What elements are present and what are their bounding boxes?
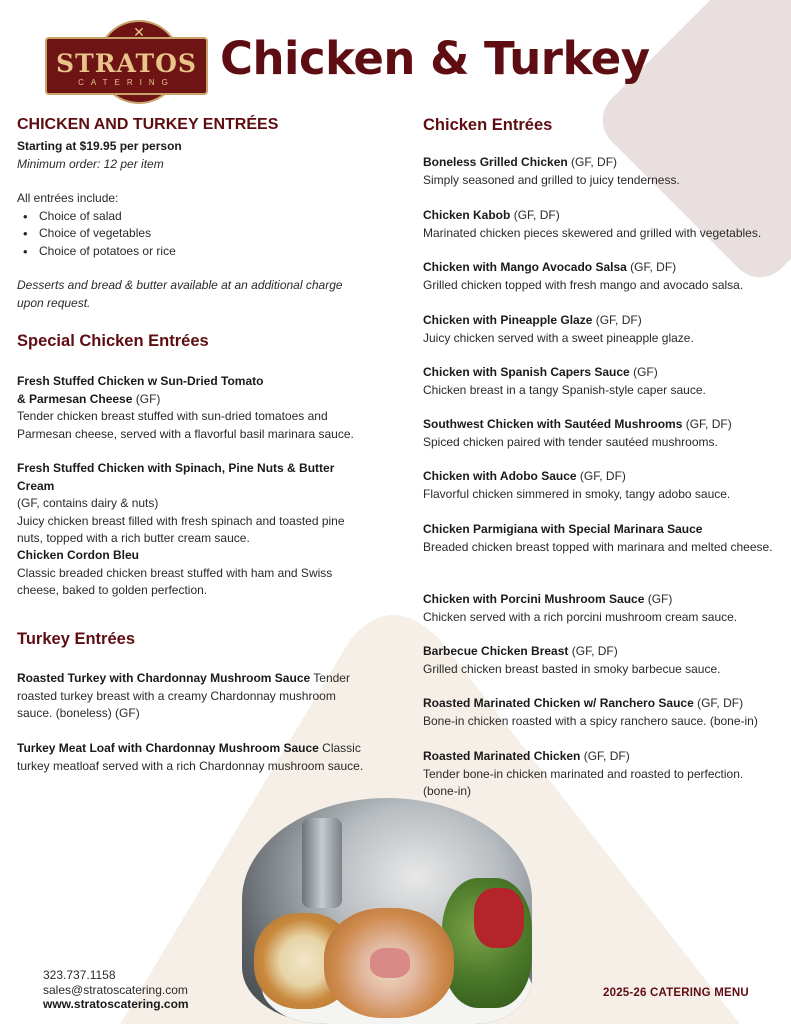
item-description: Chicken breast in a tangy Spanish-style caper sauce.	[423, 382, 706, 397]
menu-item	[423, 748, 773, 801]
item-tags: (GF, DF)	[693, 696, 744, 710]
main-heading: CHICKEN AND TURKEY ENTRÉES	[17, 116, 279, 133]
item-description: Juicy chicken breast filled with fresh spinach and toasted pine nuts, topped with a rich butter cream sauce.	[17, 513, 345, 545]
item-name: Chicken with Pineapple Glaze	[423, 313, 593, 327]
email-address[interactable]: sales@stratoscatering.com	[43, 982, 188, 997]
stuffed-chicken-photo	[242, 798, 532, 1024]
includes-list	[23, 208, 372, 261]
item-description: Breaded chicken breast topped with marinara and melted cheese.	[423, 539, 773, 554]
stratos-catering-logo	[45, 20, 210, 104]
item-description: Tender bone-in chicken marinated and roasted to perfection. (bone-in)	[423, 766, 744, 798]
item-tags: (GF)	[644, 592, 673, 606]
item-name: Barbecue Chicken Breast	[423, 644, 569, 658]
item-description: Spiced chicken paired with tender sautéed mushrooms.	[423, 434, 718, 449]
item-name: Roasted Marinated Chicken	[423, 749, 581, 763]
item-tags: (GF)	[629, 365, 658, 379]
minimum-order-text: Minimum order: 12 per item	[17, 156, 164, 171]
item-tags: (GF, DF)	[576, 469, 626, 483]
item-tags: (GF)	[132, 391, 161, 406]
price-text: Starting at $19.95 per person	[17, 139, 182, 153]
menu-year-label: 2025-26 CATERING MENU	[603, 987, 749, 999]
special-chicken-heading: Special Chicken Entrées	[17, 332, 209, 350]
item-description: Grilled chicken topped with fresh mango and avocado salsa.	[423, 277, 744, 292]
phone-number: 323.737.1158	[43, 968, 116, 982]
item-description: Juicy chicken served with a sweet pineapple glaze.	[423, 330, 694, 345]
item-name: Southwest Chicken with Sautéed Mushrooms	[423, 417, 683, 431]
item-tags: (GF, DF)	[592, 313, 642, 327]
logo-subtext: CATERING	[78, 78, 175, 87]
item-tags: (GF, DF)	[510, 208, 560, 222]
tomato-garnish	[474, 888, 524, 948]
menu-item	[17, 373, 372, 443]
menu-item	[423, 643, 773, 678]
item-name: Chicken with Mango Avocado Salsa	[423, 260, 627, 274]
item-name: Chicken with Spanish Capers Sauce	[423, 365, 630, 379]
item-name: Roasted Turkey with Chardonnay Mushroom Sauce	[17, 671, 311, 685]
includes-intro: All entrées include:	[17, 191, 119, 205]
item-name: Fresh Stuffed Chicken with Spinach, Pine Nuts & Butter Cream	[17, 461, 335, 493]
item-tags: (GF, DF)	[626, 260, 677, 274]
menu-item	[423, 591, 773, 626]
menu-item	[423, 364, 773, 399]
item-tags: (GF, DF)	[567, 155, 618, 169]
item-description: Grilled chicken breast basted in smoky barbecue sauce.	[423, 661, 721, 676]
item-description: Flavorful chicken simmered in smoky, tangy adobo sauce.	[423, 486, 731, 501]
turkey-heading: Turkey Entrées	[17, 630, 135, 648]
menu-item	[423, 468, 773, 503]
menu-item	[423, 312, 773, 347]
item-name: Chicken Parmigiana with Special Marinara Sauce	[423, 522, 703, 536]
contact-info	[43, 968, 189, 1012]
menu-item	[423, 521, 773, 556]
list-item: • Choice of potatoes or rice	[23, 243, 372, 261]
item-description: Tender chicken breast stuffed with sun-dried tomatoes and Parmesan cheese, served with a flavorful basil marinara sauce.	[17, 409, 354, 441]
item-name: Chicken with Adobo Sauce	[423, 469, 577, 483]
chicken-entrees-heading: Chicken Entrées	[423, 116, 553, 134]
item-description: Classic breaded chicken breast stuffed with ham and Swiss cheese, baked to golden perfection.	[17, 565, 333, 597]
item-tags: (GF, DF)	[580, 749, 630, 763]
menu-item	[423, 259, 773, 294]
item-tags: (GF, DF)	[568, 644, 618, 658]
fork-knife-icon: ✕	[133, 24, 145, 40]
item-description: Bone-in chicken roasted with a spicy ranchero sauce. (bone-in)	[423, 713, 758, 728]
website-link[interactable]: www.stratoscatering.com	[43, 997, 189, 1011]
menu-item	[17, 740, 372, 775]
item-tags: (GF, contains dairy & nuts)	[17, 496, 159, 510]
item-description: Classic turkey meatloaf served with a rich Chardonnay mushroom sauce.	[17, 741, 364, 773]
item-name: Roasted Marinated Chicken w/ Ranchero Sauce	[423, 696, 694, 710]
menu-item	[17, 547, 372, 600]
item-description: Marinated chicken pieces skewered and grilled with vegetables.	[423, 225, 762, 240]
menu-item	[423, 154, 773, 189]
item-description: Tender roasted turkey breast with a creamy Chardonnay mushroom sauce. (boneless) (GF)	[17, 671, 350, 720]
item-name: Chicken with Porcini Mushroom Sauce	[423, 592, 645, 606]
item-description: Simply seasoned and grilled to juicy tenderness.	[423, 172, 680, 187]
logo-text: STRATOS	[56, 49, 197, 78]
item-name: Chicken Cordon Bleu	[17, 548, 140, 562]
menu-item	[423, 695, 773, 730]
page-title: Chicken & Turkey	[220, 32, 650, 85]
menu-item	[17, 460, 372, 548]
intro-block	[17, 116, 372, 312]
item-name: Chicken Kabob	[423, 208, 511, 222]
ham-filling	[370, 948, 410, 978]
item-name: Fresh Stuffed Chicken w Sun-Dried Tomato	[17, 374, 264, 388]
item-tags: (GF, DF)	[682, 417, 732, 431]
pepper-shaker	[302, 818, 342, 908]
additional-charge-note: Desserts and bread & butter available at an additional charge upon request.	[17, 278, 343, 310]
item-description: Chicken served with a rich porcini mushroom cream sauce.	[423, 609, 738, 624]
list-item: • Choice of salad	[23, 208, 372, 226]
item-name: Boneless Grilled Chicken	[423, 155, 568, 169]
menu-item	[423, 207, 773, 242]
menu-item	[423, 416, 773, 451]
menu-item	[17, 670, 372, 723]
list-item: • Choice of vegetables	[23, 225, 372, 243]
item-name: & Parmesan Cheese	[17, 391, 133, 406]
item-name: Turkey Meat Loaf with Chardonnay Mushroom Sauce	[17, 741, 319, 755]
